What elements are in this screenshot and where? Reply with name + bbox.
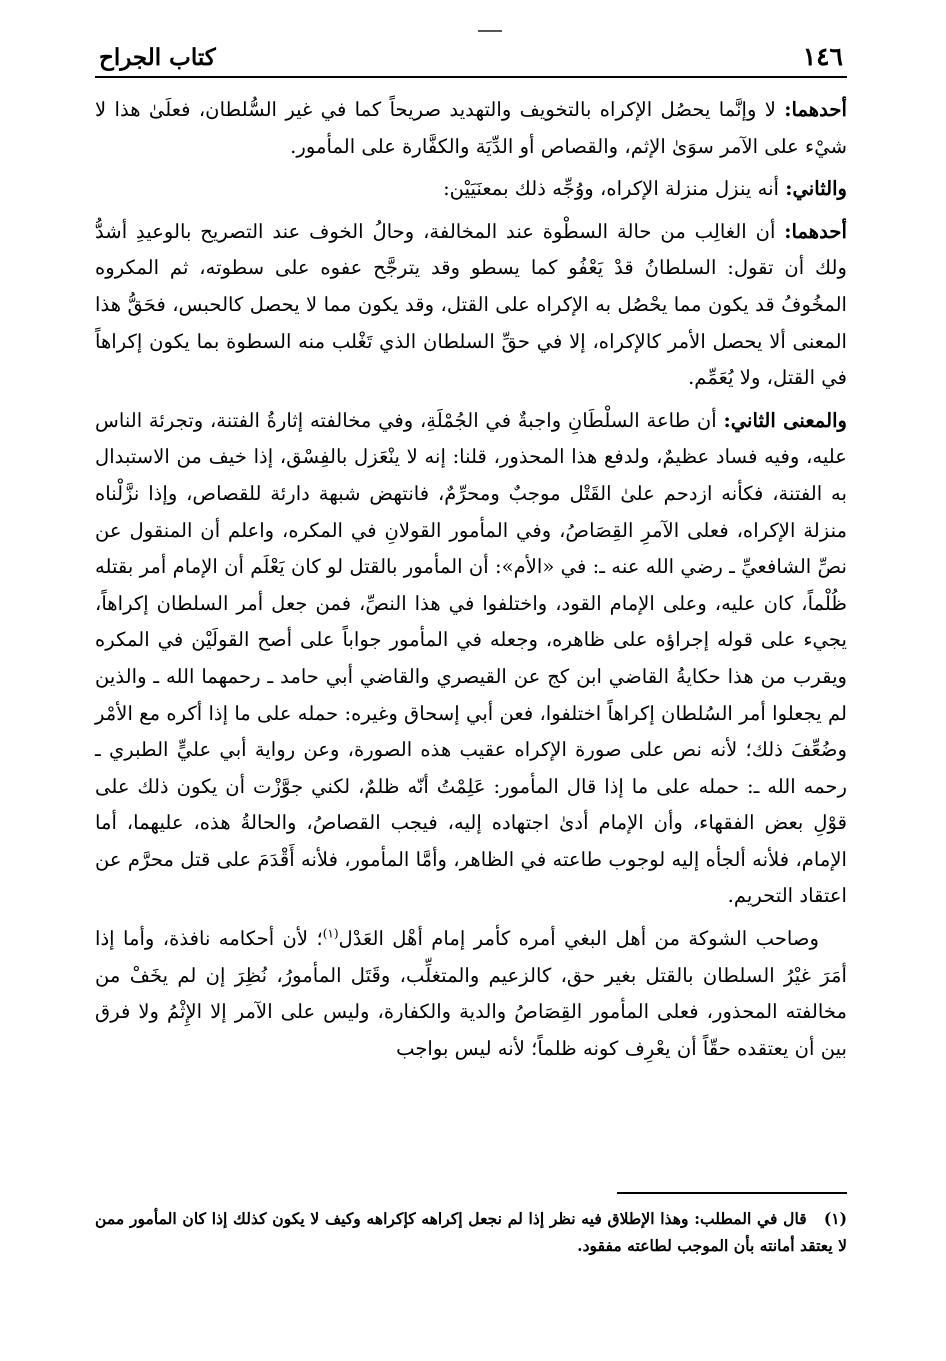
page-header [95, 40, 847, 76]
paragraph [95, 921, 847, 1067]
paragraph-lead: أحدهما: [784, 219, 847, 243]
footnote-rule [617, 1192, 847, 1194]
paragraph-text: أنه ينزل منزلة الإكراه، ووُجِّه ذلك بمعنَيَيْن: [443, 177, 786, 201]
paragraph-text: لا وإنَّما يحصُل الإكراه بالتخويف والتهديد صريحاً كما في غير السُّلطان، فعلَىٰ هذا لا شيْء على الآمر سوَىٰ الإثم، والقصاص أو الدِّيَة والكفَّارة على المأمور. [95, 98, 847, 158]
footnote-reference[interactable]: (١) [322, 926, 339, 941]
paragraph [95, 92, 847, 165]
paragraph [95, 214, 847, 397]
book-title: كتاب الجراح [99, 44, 216, 71]
main-text [95, 92, 847, 1067]
top-mark [478, 30, 502, 32]
paragraph-text: وصاحب الشوكة من أهل البغي أمره كأمر إمام أهْل العَدْل [338, 927, 819, 951]
footnote-text: قال في المطلب: وهذا الإطلاق فيه نظر إذا لم نجعل إكراهه كإكراهه وكيف لا يكون كذلك إذا كان المأمور ممن لا يعتقد أمانته بأن الموجب لطاعته مفقود. [95, 1209, 847, 1255]
paragraph-text: أن طاعة السلْطَانِ واجبةٌ في الجُمْلَةِ، وفي مخالفته إثارةُ الفتنة، وتجرئة الناس عليه، وفيه فساد عظيمٌ، ولدفع هذا المحذور، قلنا: إنه لا ينْعَزل بالفِسْق، إذا خيف من الاستبدال به الفتنة، فكأنه ازدحم علىٰ القَتْل موجبٌ ومحرِّمٌ، فانتهض شبهة دارئة للقصاص، وإذا نزَّلْناه منزلة الإكراه، فعلى الآمرِ القِصَاصُ، وفي المأمور القولانِ في المكره، واعلم أن المنقول عن نصِّ الشافعيِّ ـ رضي الله عنه ـ: في «الأم»: أن المأمور بالقتل لو كان يَعْلَم أن الإمام أمر بقتله ظُلْماً، كان عليه، وعلى الإمام القود، واختلفوا في هذا النصِّ، فمن جعل أمر السلطان إكراهاً، يجيء على قوله إجراؤه على ظاهره، وجعله في المأمور جواباً على أصح القولَيْن في المكره ويقرب من هذا حكايةُ القاضي ابن كج عن القيصري والقاضي أبي حامد ـ رحمهما الله ـ والذين لم يجعلوا أمر السُلطان إكراهاً اختلفوا، فعن أبي إسحاق وغيره: حمله على ما إذا أكره مع الأمْر وضُعِّفَ ذلك؛ لأنه نص على صورة الإكراه عقيب هذه الصورة، وعن رواية أبي عليٍّ الطبري ـ رحمه الله ـ: حمله على ما إذا قال المأمور: عَلِمْتُ أنّه ظلمٌ، لكني جوَّزْت أن يكون ذلك على قوْلِ بعض الفقهاء، وأن الإمام أدىٰ اجتهاده إليه، فيجب القصاصُ، والحالةُ هذه، عليهما، أما الإمام، فلأنه ألجأه إليه لوجوب طاعته في الظاهر، وأمَّا المأمور، فلأنه أَقْدَمَ على قتل محرَّم عن اعتقاد التحريم. [95, 408, 847, 908]
paragraph-text: أن الغالِب من حالة السطْوة عند المخالفة، وحالُ الخوف عند التصريح بالوعيدِ أشدُّ ولك أن تقول: السلطانُ قدْ يَعْفُو كما يسطو وقد يترجَّح عفوه على سطوته، ثم المكروه المخُوفُ قد يكون مما يحْصُل به الإكراه على القتل، وقد يكون مما لا يحصل كالحبس، فحَقُّ هذا المعنى ألا يحصل الأمر كالإكراه، إلا في حقِّ السلطان الذي تَغْلب منه السطوة بما يكون إكراهاً في القتل، ولا يُعَمِّم. [95, 219, 847, 390]
paragraph [95, 403, 847, 915]
paragraph-lead: والثاني: [785, 177, 847, 201]
footnote-number: (١) [823, 1209, 847, 1228]
header-rule [95, 76, 847, 78]
footnote-paragraph [95, 1206, 847, 1259]
paragraph-lead: والمعنى الثاني: [723, 408, 847, 432]
footnote [95, 1206, 847, 1259]
paragraph-text: ؛ لأن أحكامه نافذة، وأما إذا أمَرَ غيْرُ السلطان بالقتل بغير حق، كالزعيم والمتغلِّب، وقَتَل المأمورُ، نُظِرَ إن لم يخَفْ من مخالفته المحذور، فعلى المأمور القِصَاصُ والدية والكفارة، وليس على الآمر إلا الإِثْمُ ولا فرق بين أن يعتقده حقّاً أن يعْرِف كونه ظلماً؛ لأنه ليس بواجب [95, 927, 847, 1060]
paragraph [95, 171, 847, 208]
page-number: ١٤٦ [802, 42, 843, 71]
paragraph-lead: أحدهما: [784, 98, 847, 121]
